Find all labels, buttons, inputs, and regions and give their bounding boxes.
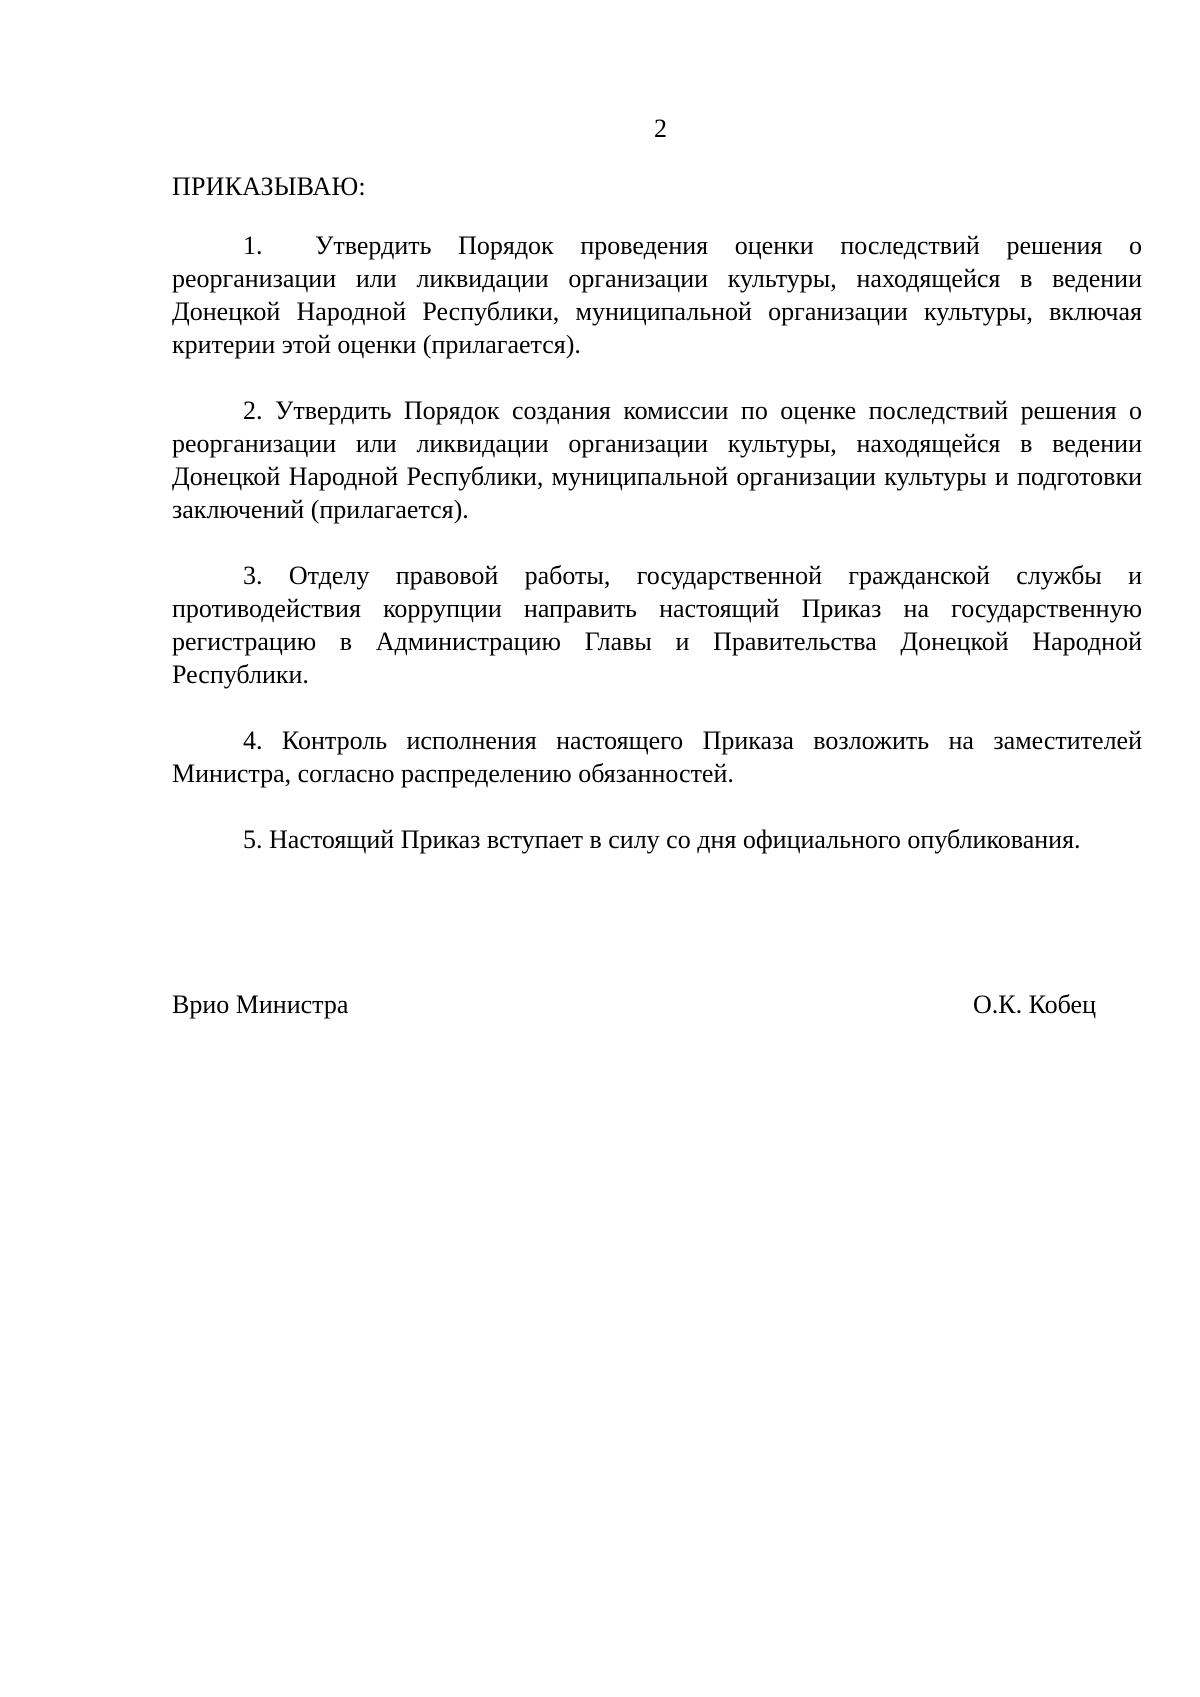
signatory-name: О.К. Кобец	[972, 990, 1096, 1019]
item-number: 4.	[243, 726, 263, 755]
order-item-1	[172, 229, 1142, 361]
order-item-2	[172, 394, 1142, 526]
item-text: Контроль исполнения настоящего Приказа возложить на заместителей Министра, согласно распределению обязанностей.	[172, 726, 1142, 788]
item-number: 1.	[243, 231, 263, 260]
item-number: 2.	[243, 396, 263, 425]
item-number: 5.	[243, 825, 263, 854]
item-text: Настоящий Приказ вступает в силу со дня официального опубликования.	[269, 825, 1081, 854]
item-number: 3.	[243, 561, 263, 590]
order-heading: ПРИКАЗЫВАЮ:	[172, 172, 366, 201]
page-number: 2	[654, 114, 667, 143]
order-item-5	[172, 823, 1142, 856]
item-text: Отделу правовой работы, государственной гражданской службы и противодействия коррупции направить настоящий Приказ на государственную регистрацию в Администрацию Главы и Правительства Донецкой Народной Республики.	[172, 561, 1143, 689]
order-item-3	[172, 559, 1142, 691]
document-body	[172, 170, 1142, 889]
item-text: Утвердить Порядок создания комиссии по оценке последствий решения о реорганизации или ликвидации организации культуры, находящейся в ведении Донецкой Народной Республики, муниципальной организации культуры и подготовки заключений (прилагается).	[172, 396, 1143, 524]
item-text: Утвердить Порядок проведения оценки последствий решения о реорганизации или ликвидации организации культуры, находящейся в ведении Донецкой Народной Республики, муниципальной организации культуры, включая критерии этой оценки (прилагается).	[172, 231, 1142, 359]
signatory-title: Врио Министра	[172, 990, 349, 1019]
order-item-4	[172, 724, 1142, 790]
